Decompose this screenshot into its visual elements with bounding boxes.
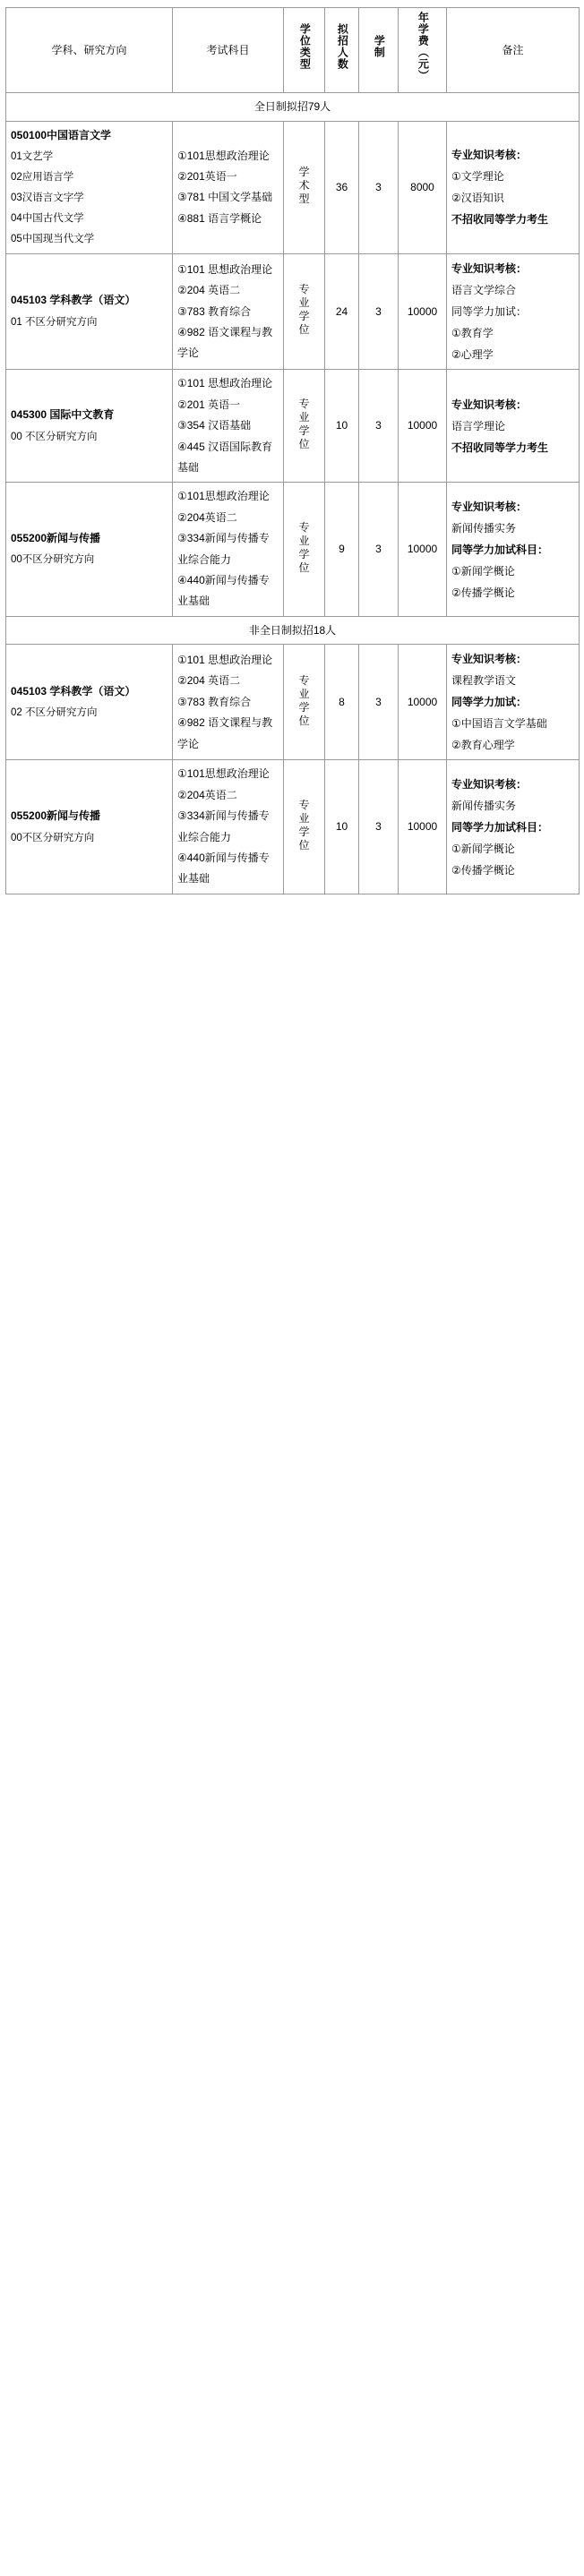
remark-line: ②传播学概论 [451,863,515,877]
degree-type-value: 专业学位 [298,520,310,574]
years-value: 3 [359,760,399,894]
remark-line: 专业知识考核： [451,398,528,411]
exam-subject: ②201 英语一 [177,398,241,411]
major-code: 055200新闻与传播 [11,809,101,822]
research-direction: 00不区分研究方向 [11,832,95,843]
years-value: 3 [359,121,399,254]
exam-subjects-cell [173,760,284,894]
remark-line: ②教育心理学 [451,739,515,752]
exam-subject: ①101思想政治理论 [177,149,270,162]
exam-subject: ③334新闻与传播专业综合能力 [177,532,270,566]
exam-subjects-cell [173,483,284,616]
exam-subject: ②204 英语二 [177,284,241,297]
exam-subjects-cell [173,370,284,483]
plan-count-value: 36 [325,121,359,254]
major-cell [6,254,173,370]
major-code: 055200新闻与传播 [11,531,101,544]
remark-line: 语言学理论 [451,419,506,432]
remark-line: 专业知识考核： [451,149,528,162]
exam-subject: ③781 中国文学基础 [177,191,273,204]
remark-cell [447,254,580,370]
header-plan-count [325,8,359,93]
major-code: 045103 学科教学（语文） [11,684,136,697]
research-direction: 05中国现当代文学 [11,234,95,245]
exam-subject: ②204英语二 [177,788,237,801]
header-years-text: 学制 [373,35,386,58]
exam-subject: ①101 思想政治理论 [177,262,273,276]
degree-type-cell [284,645,325,760]
remark-cell [447,370,580,483]
major-cell [6,370,173,483]
table-row [6,645,580,760]
header-years [359,8,399,93]
exam-subject: ④982 语文课程与教学论 [177,326,273,360]
years-value: 3 [359,370,399,483]
degree-type-value: 学术型 [298,166,310,206]
research-direction: 00 不区分研究方向 [11,431,98,442]
research-direction: 04中国古代文学 [11,213,84,225]
header-subject: 考试科目 [173,8,284,93]
remark-line: 课程教学语文 [451,674,517,688]
exam-subject: ③334新闻与传播专业综合能力 [177,809,270,843]
exam-subject: ④881 语言学概论 [177,211,262,225]
fee-value: 10000 [399,370,447,483]
degree-type-value: 专业学位 [298,673,310,727]
section-title: 非全日制拟招18人 [6,616,580,645]
remark-line: ②汉语知识 [451,192,504,205]
fee-value: 10000 [399,483,447,616]
table-row [6,483,580,616]
exam-subject: ④982 语文课程与教学论 [177,716,273,750]
remark-line: 专业知识考核： [451,653,528,666]
table-row [6,121,580,254]
exam-subject: ①101思想政治理论 [177,490,270,503]
fee-value: 10000 [399,254,447,370]
table-row [6,760,580,894]
exam-subject: ④440新闻与传播专业基础 [177,852,270,886]
research-direction: 00不区分研究方向 [11,554,95,566]
remark-line: ①新闻学概论 [451,564,515,578]
remark-cell [447,645,580,760]
degree-type-cell [284,121,325,254]
degree-type-value: 专业学位 [298,397,310,450]
years-value: 3 [359,254,399,370]
remark-line: ①教育学 [451,327,494,340]
remark-line: 不招收同等学力考生 [451,441,549,454]
plan-count-value: 8 [325,645,359,760]
remark-line: 同等学力加试： [451,305,528,319]
header-remark: 备注 [447,8,580,93]
remark-line: ②心理学 [451,348,494,362]
fee-value: 8000 [399,121,447,254]
degree-type-cell [284,370,325,483]
exam-subject: ②201英语一 [177,170,237,184]
remark-line: ①文学理论 [451,170,504,184]
major-cell [6,121,173,254]
years-value: 3 [359,645,399,760]
header-fee-text: 年学费（元） [417,12,430,81]
header-degree-type [284,8,325,93]
table-row [6,254,580,370]
exam-subject: ①101思想政治理论 [177,767,270,781]
research-direction: 01 不区分研究方向 [11,317,98,329]
degree-type-value: 专业学位 [298,798,310,852]
table-header [6,8,580,93]
header-fee [399,8,447,93]
remark-line: 新闻传播实务 [451,799,517,812]
exam-subject: ④440新闻与传播专业基础 [177,573,270,608]
exam-subject: ②204英语二 [177,510,237,524]
header-row [6,8,580,93]
exam-subject: ①101 思想政治理论 [177,654,273,666]
remark-line: ②传播学概论 [451,586,515,599]
exam-subject: ③783 教育综合 [177,304,252,318]
exam-subjects-cell [173,254,284,370]
admission-table [5,7,580,894]
remark-line: 同等学力加试： [451,696,528,709]
document-page [0,0,584,903]
research-direction: 01文艺学 [11,151,54,163]
remark-cell [447,483,580,616]
remark-line: 专业知识考核： [451,500,528,513]
exam-subject: ③354 汉语基础 [177,419,252,432]
exam-subjects-cell [173,645,284,760]
research-direction: 03汉语言文字学 [11,193,84,204]
degree-type-cell [284,254,325,370]
major-cell [6,760,173,894]
exam-subject: ①101 思想政治理论 [177,377,273,390]
degree-type-value: 专业学位 [298,283,310,337]
years-value: 3 [359,483,399,616]
remark-line: 同等学力加试科目： [451,543,549,556]
degree-type-cell [284,760,325,894]
research-direction: 02应用语言学 [11,172,74,184]
major-cell [6,645,173,760]
fee-value: 10000 [399,645,447,760]
plan-count-value: 10 [325,760,359,894]
remark-line: ①新闻学概论 [451,842,515,855]
header-major: 学科、研究方向 [6,8,173,93]
exam-subject: ②204 英语二 [177,674,241,688]
exam-subject: ③783 教育综合 [177,695,252,708]
fee-value: 10000 [399,760,447,894]
table-body [6,92,580,894]
remark-line: 专业知识考核： [451,262,528,276]
exam-subjects-cell [173,121,284,254]
remark-line: 不招收同等学力考生 [451,213,549,227]
remark-cell [447,760,580,894]
section-title-row [6,92,580,121]
plan-count-value: 24 [325,254,359,370]
plan-count-value: 9 [325,483,359,616]
major-code: 045103 学科教学（语文） [11,294,136,307]
header-degree-type-text: 学位类型 [298,23,312,70]
major-cell [6,483,173,616]
research-direction: 02 不区分研究方向 [11,707,98,719]
remark-line: 语言文学综合 [451,284,517,297]
table-row [6,370,580,483]
degree-type-cell [284,483,325,616]
remark-line: ①中国语言文学基础 [451,717,547,731]
plan-count-value: 10 [325,370,359,483]
remark-line: 专业知识考核： [451,777,528,791]
remark-line: 新闻传播实务 [451,521,517,535]
major-code: 045300 国际中文教育 [11,407,115,421]
section-title: 全日制拟招79人 [6,92,580,121]
remark-cell [447,121,580,254]
header-plan-count-text: 拟招人数 [336,23,349,70]
exam-subject: ④445 汉语国际教育基础 [177,440,273,474]
section-title-row [6,616,580,645]
major-code: 050100中国语言文学 [11,128,112,141]
remark-line: 同等学力加试科目： [451,820,549,834]
